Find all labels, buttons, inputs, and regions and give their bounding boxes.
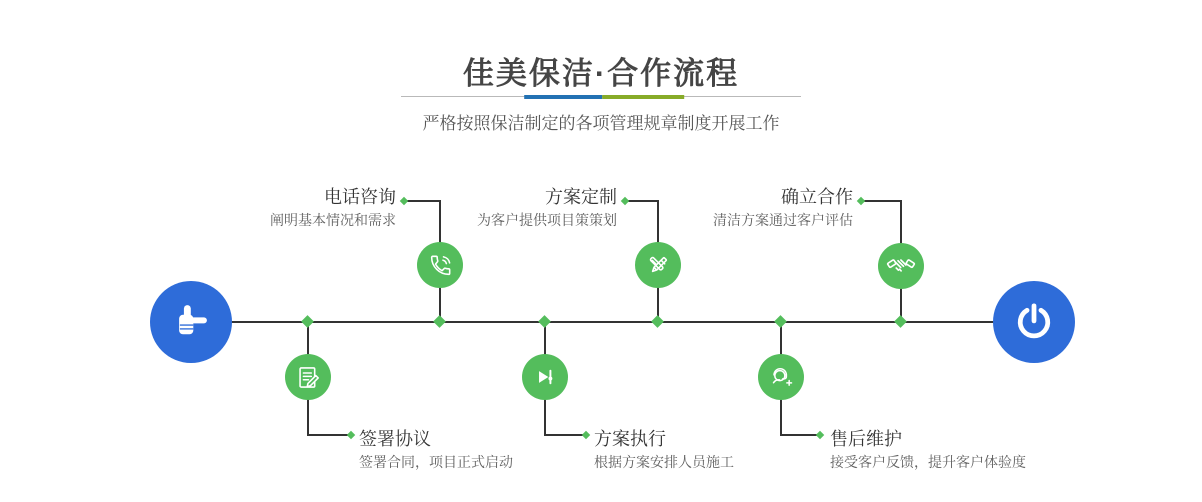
step-label-aftersale	[830, 428, 1026, 472]
step-title: 方案执行	[594, 429, 666, 449]
phone-icon	[427, 252, 454, 279]
label-diamond	[347, 431, 355, 439]
label-diamond	[400, 197, 408, 205]
step-node-cooperation	[878, 243, 924, 289]
label-diamond	[621, 197, 629, 205]
title-divider	[401, 91, 801, 103]
play-slider-icon	[532, 364, 558, 390]
step-label-phone	[270, 186, 396, 230]
step-node-plan	[635, 242, 681, 288]
step-node-execute	[522, 354, 568, 400]
handshake-icon	[886, 251, 916, 281]
step-desc: 阐明基本情况和需求	[270, 212, 396, 228]
step-title: 售后维护	[830, 429, 902, 449]
connector-line	[404, 200, 441, 202]
step-desc: 为客户提供项目策策划	[477, 212, 617, 228]
junction-diamond	[301, 315, 314, 328]
step-desc: 签署合同，项目正式启动	[359, 454, 513, 470]
label-diamond	[816, 431, 824, 439]
junction-diamond	[538, 315, 551, 328]
page-title: 佳美保洁·合作流程	[462, 56, 740, 91]
step-node-aftersale	[758, 354, 804, 400]
step-title: 确立合作	[781, 187, 853, 207]
junction-diamond	[894, 315, 907, 328]
step-label-sign	[359, 428, 513, 472]
step-label-cooperation	[713, 186, 853, 230]
junction-diamond	[774, 315, 787, 328]
label-diamond	[857, 197, 865, 205]
crossed-pencil-icon	[645, 252, 672, 279]
step-node-sign	[285, 354, 331, 400]
step-desc: 根据方案安排人员施工	[594, 454, 734, 470]
divider-blue-segment	[524, 95, 602, 99]
flow-start-node	[150, 281, 232, 363]
connector-line	[861, 200, 902, 202]
junction-diamond	[651, 315, 664, 328]
power-icon	[1012, 300, 1056, 344]
step-title: 电话咨询	[324, 187, 396, 207]
junction-diamond	[433, 315, 446, 328]
connector-line	[625, 200, 659, 202]
pointing-hand-icon	[168, 299, 214, 345]
step-title: 签署协议	[359, 429, 431, 449]
step-label-plan	[477, 186, 617, 230]
step-desc: 接受客户反馈，提升客户体验度	[830, 454, 1026, 470]
main-timeline	[191, 321, 1034, 323]
label-diamond	[582, 431, 590, 439]
step-title: 方案定制	[545, 187, 617, 207]
step-label-execute	[594, 428, 734, 472]
step-node-phone	[417, 242, 463, 288]
divider-green-segment	[602, 95, 684, 99]
connector-line	[307, 434, 351, 436]
document-pen-icon	[295, 364, 322, 391]
step-desc: 清洁方案通过客户评估	[713, 212, 853, 228]
headset-plus-icon	[767, 363, 795, 391]
flow-end-node	[993, 281, 1075, 363]
page-subtitle: 严格按照保洁制定的各项管理规章制度开展工作	[422, 114, 780, 133]
